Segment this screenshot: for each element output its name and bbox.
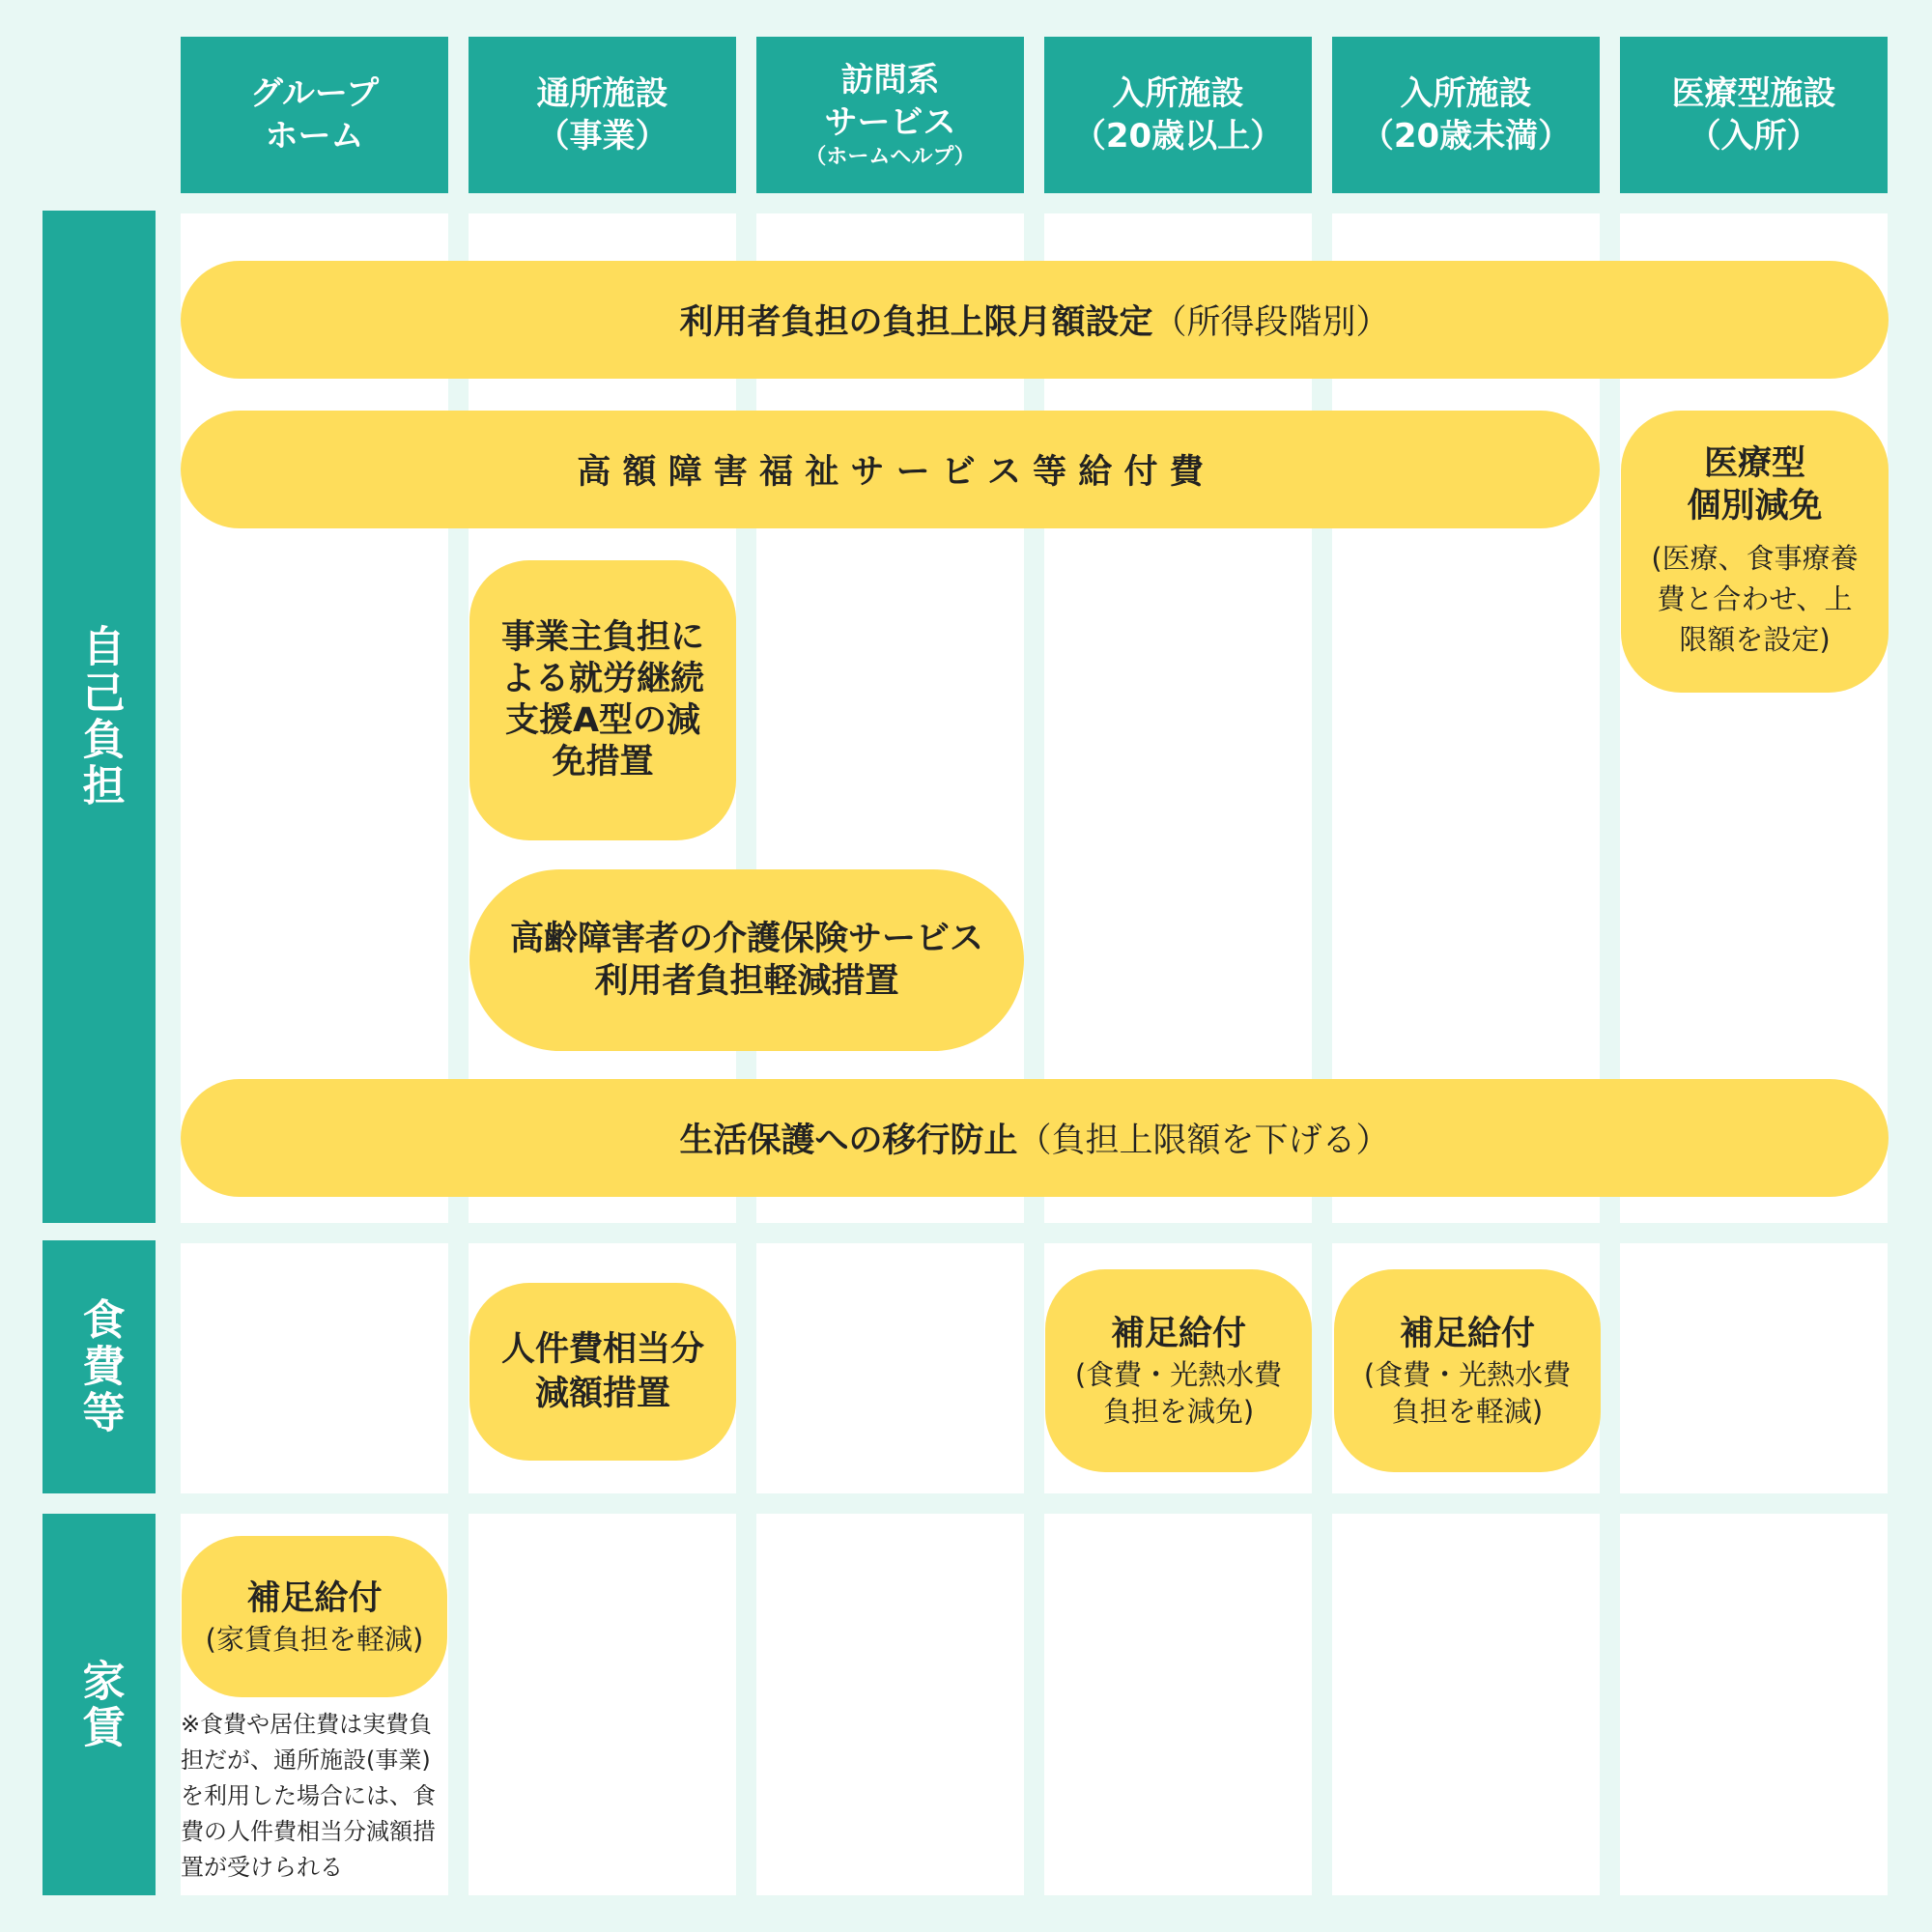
column-header-line1: 訪問系: [840, 61, 940, 99]
grid-cell: [756, 1243, 1024, 1493]
supplementary-benefit-rent-pill: 補足給付 (家賃負担を軽減): [182, 1536, 447, 1697]
column-header-line1: 入所施設: [1400, 74, 1532, 113]
grid-cell: [1044, 1514, 1312, 1895]
high-cost-benefit-pill: 高 額 障 害 福 祉 サ ー ビ ス 等 給 付 費: [181, 411, 1600, 528]
column-header-residential-adult: [1044, 37, 1312, 193]
column-header-sub: （ホームヘルプ）: [805, 145, 976, 169]
column-header-line2: ホーム: [265, 117, 364, 156]
grid-cell: [756, 1514, 1024, 1895]
grid-cell: [469, 1514, 736, 1895]
grid-cell: [1620, 1514, 1888, 1895]
row-label-self-pay: 自己負担: [43, 211, 156, 1223]
column-header-residential-minor: [1332, 37, 1600, 193]
column-header-line2: サービス: [824, 103, 956, 142]
column-header-visiting-service: [756, 37, 1024, 193]
column-header-line2: （入所）: [1688, 117, 1820, 156]
elderly-care-pill: 高齢障害者の介護保険サービス 利用者負担軽減措置: [469, 869, 1024, 1051]
column-header-day-facility: [469, 37, 736, 193]
column-header-line1: 医療型施設: [1671, 74, 1836, 113]
column-header-line1: 入所施設: [1112, 74, 1244, 113]
footnote: ※食費や居住費は実費負 担だが、通所施設(事業) を利用した場合には、食 費の人件費相当分減額措 置が受けられる: [181, 1711, 436, 1881]
column-header-line1: グループ: [249, 74, 380, 113]
grid-cell: [1332, 1514, 1600, 1895]
column-header-group-home: [181, 37, 448, 193]
column-header-line2: （事業）: [536, 117, 668, 156]
grid-cell: [1620, 1243, 1888, 1493]
medical-exemption-pill: 医療型 個別減免 (医療、食事療養 費と合わせ、上 限額を設定): [1621, 411, 1889, 693]
supplementary-benefit-minor-pill: 補足給付 (食費・光熱水費 負担を軽減): [1334, 1269, 1601, 1472]
welfare-prevention-pill: 生活保護への移行防止 （負担上限額を下げる）: [181, 1079, 1889, 1197]
column-header-line1: 通所施設: [536, 74, 668, 113]
column-header-line2: （20歳以上）: [1072, 117, 1284, 156]
type-a-exemption-pill: 事業主負担に よる就労継続 支援A型の減 免措置: [469, 560, 736, 840]
monthly-cap-pill: 利用者負担の負担上限月額設定 （所得段階別）: [181, 261, 1889, 379]
personnel-reduction-pill: 人件費相当分 減額措置: [469, 1283, 736, 1461]
row-label-food: 食費等: [43, 1240, 156, 1493]
column-header-line2: （20歳未満）: [1360, 117, 1572, 156]
grid-cell: [181, 1243, 448, 1493]
supplementary-benefit-adult-pill: 補足給付 (食費・光熱水費 負担を減免): [1045, 1269, 1312, 1472]
row-label-rent: 家賃: [43, 1514, 156, 1895]
column-header-medical-facility: [1620, 37, 1888, 193]
